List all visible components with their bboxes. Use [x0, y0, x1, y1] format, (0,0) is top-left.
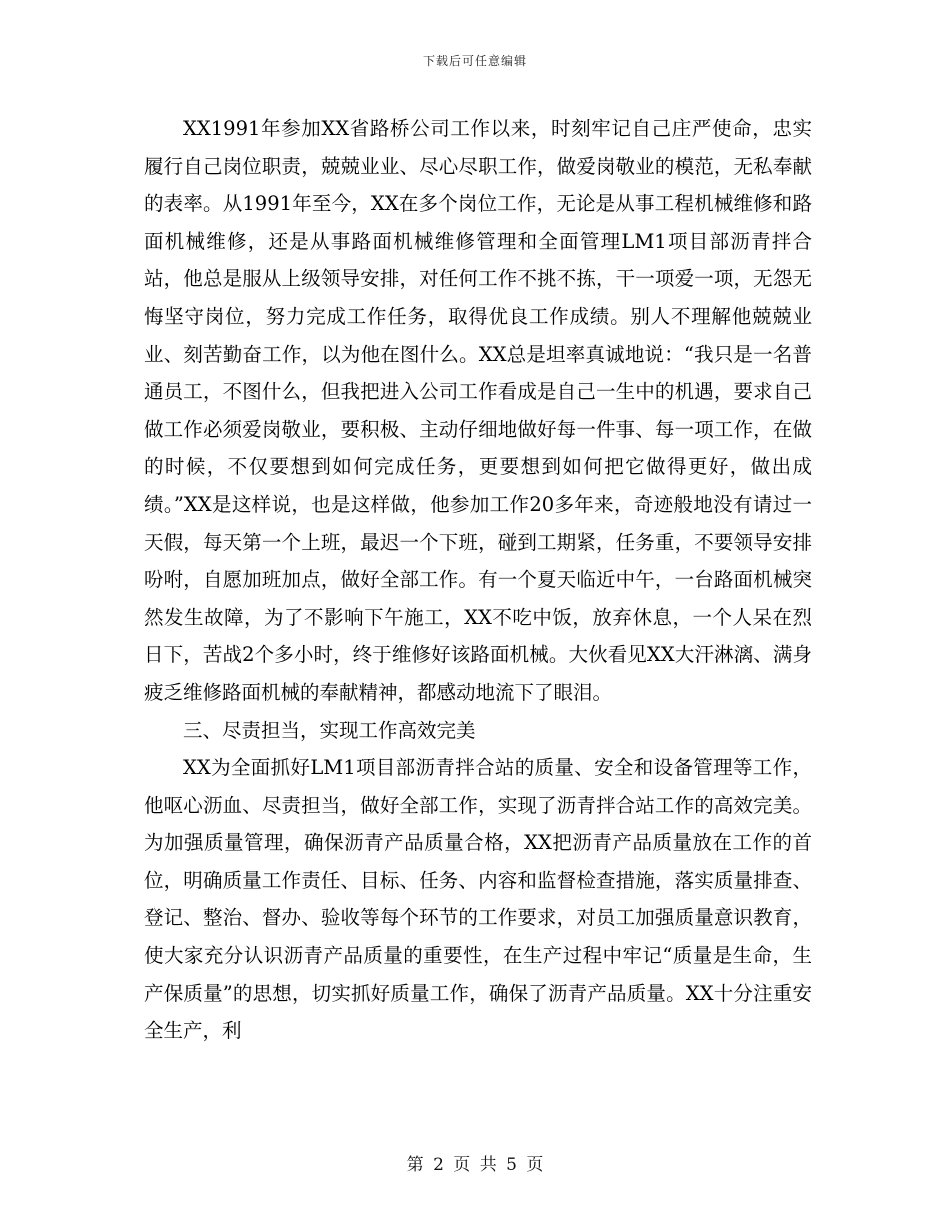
paragraph-management: XX为全面抓好LM1项目部沥青拌合站的质量、安全和设备管理等工作，他呕心沥血、尽责担当，做好全部工作，实现了沥青拌合站工作的高效完美。为加强质量管理，确保沥青产品质量合格，XX把沥青产品质量放在工作的首位，明确质量工作责任、目标、任务、内容和监督检查措施，落实质量排查、登记、整治、督办、验收等每个环节的工作要求，对员工加强质量意识教育，使大家充分认识沥青产品质量的重要性，在生产过程中牢记“质量是生命，生产保质量”的思想，切实抓好质量工作，确保了沥青产品质量。XX十分注重安全生产，利 [144, 756, 812, 1043]
page-header: 下载后可任意编辑 [422, 54, 527, 68]
document-body [144, 110, 812, 1050]
section-heading: 三、尽责担当，实现工作高效完美 [183, 718, 476, 742]
page-footer: 第 2 页 共 5 页 [406, 1155, 544, 1175]
paragraph-dedication: XX1991年参加XX省路桥公司工作以来，时刻牢记自己庄严使命，忠实履行自己岗位职责，兢兢业业、尽心尽职工作，做爱岗敬业的模范，无私奉献的表率。从1991年至今，XX在多个岗位工作，无论是从事工程机械维修和路面机械维修，还是从事路面机械维修管理和全面管理LM1项目部沥青拌合站，他总是服从上级领导安排，对任何工作不挑不拣，干一项爱一项，无怨无悔坚守岗位，努力完成工作任务，取得优良工作成绩。别人不理解他兢兢业业、刻苦勤奋工作，以为他在图什么。XX总是坦率真诚地说：“我只是一名普通员工，不图什么，但我把进入公司工作看成是自己一生中的机遇，要求自己做工作必须爱岗敬业，要积极、主动仔细地做好每一件事、每一项工作，在做的时候，不仅要想到如何完成任务，更要想到如何把它做得更好，做出成绩。”XX是这样说，也是这样做，他参加工作20多年来，奇迹般地没有请过一天假，每天第一个上班，最迟一个下班，碰到工期紧，任务重，不要领导安排吩咐，自愿加班加点，做好全部工作。有一个夏天临近中午，一台路面机械突然发生故障，为了不影响下午施工，XX不吃中饭，放弃休息，一个人呆在烈日下，苦战2个多小时，终于维修好该路面机械。大伙看见XX大汗淋漓、满身疲乏维修路面机械的奉献精神，都感动地流下了眼泪。 [144, 117, 812, 704]
